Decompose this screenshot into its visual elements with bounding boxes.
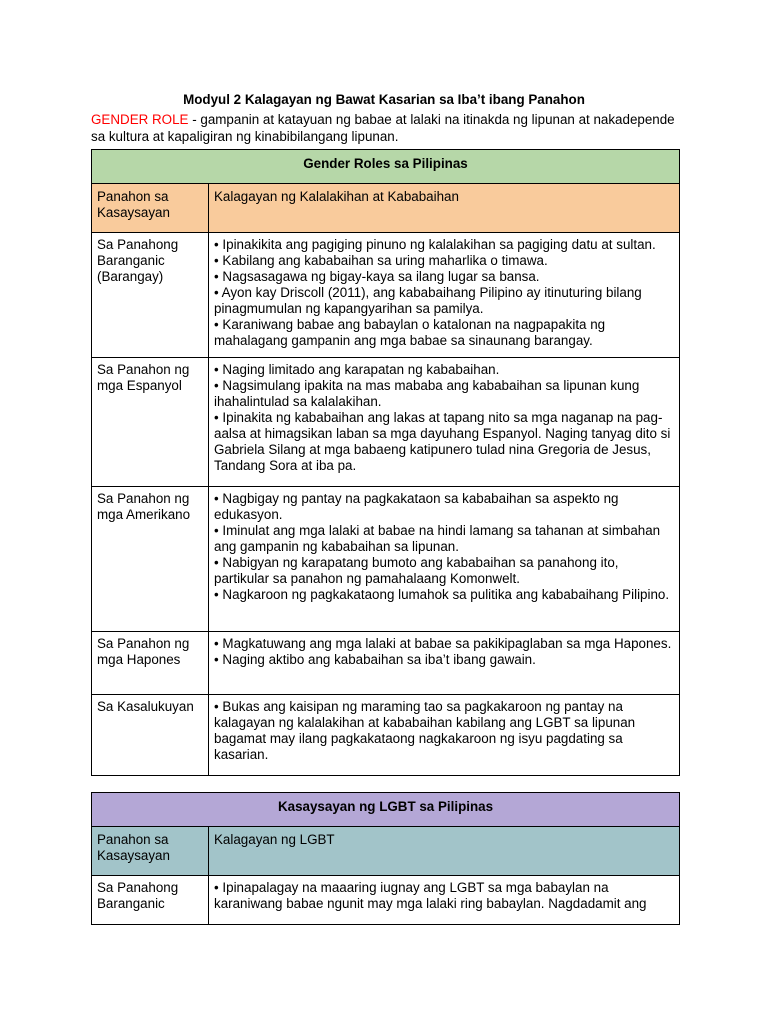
bullet-item: • Magkatuwang ang mga lalaki at babae sa pakikipaglaban sa mga Hapones. bbox=[214, 636, 672, 651]
bullet-item: • Nagsimulang ipakita na mas mababa ang kababaihan sa lipunan kung ihahalintulad sa kalalakihan. bbox=[214, 378, 640, 409]
condition-cell bbox=[209, 876, 680, 925]
bullet-item: • Bukas ang kaisipan ng maraming tao sa pagkakaroon ng pantay na kalagayan ng kalalakihan at kababaihan kabilang ang LGBT sa lipunan bagamat may ilang pagkakataong nagkakaroon ng isyu pagdating sa kasarian. bbox=[214, 699, 636, 762]
condition-cell bbox=[209, 632, 680, 695]
bullet-item: • Nagsasagawa ng bigay-kaya sa ilang lugar sa bansa. bbox=[214, 269, 540, 284]
bullet-item: • Kabilang ang kababaihan sa uring maharlika o timawa. bbox=[214, 253, 548, 268]
gender-role-text: - gampanin at katayuan ng babae at lalaki na itinakda ng lipunan at nakadepende sa kultura at kapaligiran ng kinabibilangang lipunan. bbox=[91, 112, 675, 144]
condition-cell bbox=[209, 695, 680, 776]
gender-roles-table bbox=[91, 149, 680, 776]
bullet-item: • Ipinakikita ang pagiging pinuno ng kalalakihan sa pagiging datu at sultan. bbox=[214, 237, 656, 252]
period-cell: Sa Panahon ng mga Amerikano bbox=[92, 487, 209, 632]
bullet-item: • Karaniwang babae ang babaylan o katalonan na nagpapakita ng mahalagang gampanin ang mga babae sa sinaunang barangay. bbox=[214, 317, 606, 348]
period-text: Sa Panahong Baranganic bbox=[97, 880, 179, 911]
bullet-item: • Naging limitado ang karapatan ng kababaihan. bbox=[214, 362, 500, 377]
bullet-item: • Iminulat ang mga lalaki at babae na hindi lamang sa tahanan at simbahan ang gampanin ng kababaihan sa lipunan. bbox=[214, 523, 661, 554]
table-row bbox=[92, 632, 680, 695]
period-cell: Sa Panahong Baranganic (Barangay) bbox=[92, 233, 209, 358]
gender-role-definition bbox=[91, 111, 681, 145]
table-row bbox=[92, 695, 680, 776]
bullet-item: • Ayon kay Driscoll (2011), ang kababaihang Pilipino ay itinuturing bilang pinagmumulan ng kapangyarihan sa pamilya. bbox=[214, 285, 642, 316]
table-row bbox=[92, 876, 680, 925]
condition-cell bbox=[209, 487, 680, 632]
period-cell bbox=[92, 876, 209, 925]
column-header-period: Panahon sa Kasaysayan bbox=[92, 184, 209, 233]
gender-roles-caption: Gender Roles sa Pilipinas bbox=[92, 150, 680, 184]
bullet-item: • Ipinakita ng kababaihan ang lakas at tapang nito sa mga naganap na pag-aalsa at himagsikan laban sa mga dayuhang Espanyol. Naging tanyag dito si Gabriela Silang at mga babaeng katipunero tulad nina Gregoria de Jesus, Tandang Sora at iba pa. bbox=[214, 410, 671, 473]
column-header-period: Panahon sa Kasaysayan bbox=[92, 827, 209, 876]
table-row bbox=[92, 358, 680, 487]
column-header-lgbt-condition: Kalagayan ng LGBT bbox=[209, 827, 680, 876]
table-row bbox=[92, 487, 680, 632]
column-header-condition: Kalagayan ng Kalalakihan at Kababaihan bbox=[209, 184, 680, 233]
condition-cell bbox=[209, 233, 680, 358]
module-title: Modyul 2 Kalagayan ng Bawat Kasarian sa Iba’t ibang Panahon bbox=[183, 92, 585, 107]
period-cell: Sa Panahon ng mga Hapones bbox=[92, 632, 209, 695]
bullet-item: • Nagkaroon ng pagkakataong lumahok sa pulitika ang kababaihang Pilipino. bbox=[214, 587, 670, 602]
gender-role-term: GENDER ROLE bbox=[91, 112, 189, 127]
condition-cell bbox=[209, 358, 680, 487]
period-cell: Sa Panahon ng mga Espanyol bbox=[92, 358, 209, 487]
bullet-item: • Ipinapalagay na maaaring iugnay ang LGBT sa mga babaylan na karaniwang babae ngunit may mga lalaki ring babaylan. Nagdadamit ang bbox=[214, 880, 647, 911]
period-cell: Sa Kasalukuyan bbox=[92, 695, 209, 776]
bullet-item: • Naging aktibo ang kababaihan sa iba’t ibang gawain. bbox=[214, 652, 536, 667]
lgbt-history-table bbox=[91, 792, 680, 925]
table-row bbox=[92, 233, 680, 358]
bullet-item: • Nabigyan ng karapatang bumoto ang kababaihan sa panahong ito, partikular sa panahon ng pamahalaang Komonwelt. bbox=[214, 555, 619, 586]
lgbt-history-caption: Kasaysayan ng LGBT sa Pilipinas bbox=[92, 793, 680, 827]
bullet-item: • Nagbigay ng pantay na pagkakataon sa kababaihan sa aspekto ng edukasyon. bbox=[214, 491, 619, 522]
